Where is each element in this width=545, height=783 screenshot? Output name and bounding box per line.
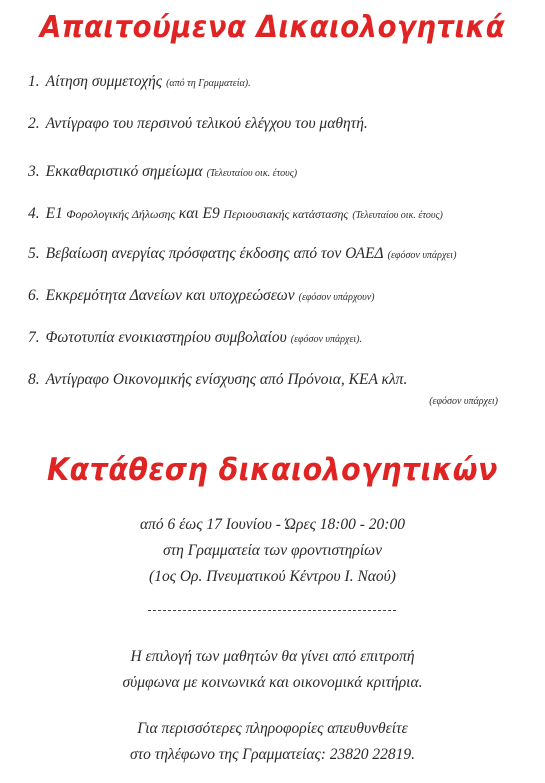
item-number: 4. — [28, 205, 40, 222]
item-text: Εκκρεμότητα Δανείων και υποχρεώσεων — [45, 287, 295, 304]
section-title: Κατάθεση δικαιολογητικών — [47, 452, 498, 488]
item-text: Φορολογικής Δήλωσης — [66, 207, 176, 221]
list-item — [28, 286, 375, 308]
item-note: (εφόσον υπάρχει). — [290, 334, 363, 345]
item-number: 5. — [28, 245, 40, 262]
submission-line: στη Γραμματεία των φροντιστηρίων — [162, 542, 382, 559]
contact-info — [0, 716, 545, 768]
dashed-divider — [148, 610, 396, 611]
list-item — [28, 204, 443, 226]
list-item — [28, 328, 362, 350]
submission-line: (1ος Ορ. Πνευματικού Κέντρου Ι. Ναού) — [149, 568, 396, 585]
contact-line: Για περισσότερες πληροφορίες απευθυνθείτε — [137, 720, 408, 737]
list-item — [28, 244, 456, 266]
submission-line: από 6 έως 17 Ιουνίου - Ώρες 18:00 - 20:00 — [140, 516, 405, 533]
item-number: 8. — [28, 371, 40, 388]
item-note: (εφόσον υπάρχουν) — [298, 292, 375, 303]
item-text: Αντίγραφο Οικονομικής ενίσχυσης από Πρόνοια, ΚΕΑ κλπ. — [45, 371, 408, 388]
list-item — [28, 370, 498, 407]
item-text: Εκκαθαριστικό σημείωμα — [45, 163, 203, 180]
item-text: Βεβαίωση ανεργίας πρόσφατης έκδοσης από τον ΟΑΕΔ — [45, 245, 384, 262]
item-note: (από τη Γραμματεία). — [166, 78, 251, 89]
list-item — [28, 114, 368, 134]
selection-info — [0, 644, 545, 696]
selection-line: σύμφωνα με κοινωνικά και οικονομικά κριτήρια. — [122, 674, 423, 691]
selection-line: Η επιλογή των μαθητών θα γίνει από επιτροπή — [130, 648, 415, 665]
item-number: 1. — [28, 73, 40, 90]
item-text: Περιουσιακής κατάστασης — [223, 207, 349, 221]
item-number: 7. — [28, 329, 40, 346]
item-number: 6. — [28, 287, 40, 304]
submission-info — [0, 512, 545, 590]
item-text: Αντίγραφο του περσινού τελικού ελέγχου του μαθητή. — [45, 115, 368, 132]
list-item — [28, 72, 251, 94]
item-text: Αίτηση συμμετοχής — [45, 73, 163, 90]
page-title: Απαιτούμενα Δικαιολογητικά — [39, 10, 506, 45]
item-text: Φωτοτυπία ενοικιαστηρίου συμβολαίου — [45, 329, 287, 346]
item-note: (Τελευταίου οικ. έτους) — [352, 210, 443, 221]
item-number: 2. — [28, 115, 40, 132]
item-note: (Τελευταίου οικ. έτους) — [206, 168, 298, 179]
item-note: (εφόσον υπάρχει) — [387, 250, 457, 261]
item-text: και Ε9 — [178, 205, 220, 222]
item-note: (εφόσον υπάρχει) — [429, 396, 498, 407]
list-item — [28, 162, 297, 184]
item-number: 3. — [28, 163, 40, 180]
item-text: Ε1 — [45, 205, 63, 222]
contact-line: στο τηλέφωνο της Γραμματείας: 23820 22819. — [129, 746, 416, 763]
